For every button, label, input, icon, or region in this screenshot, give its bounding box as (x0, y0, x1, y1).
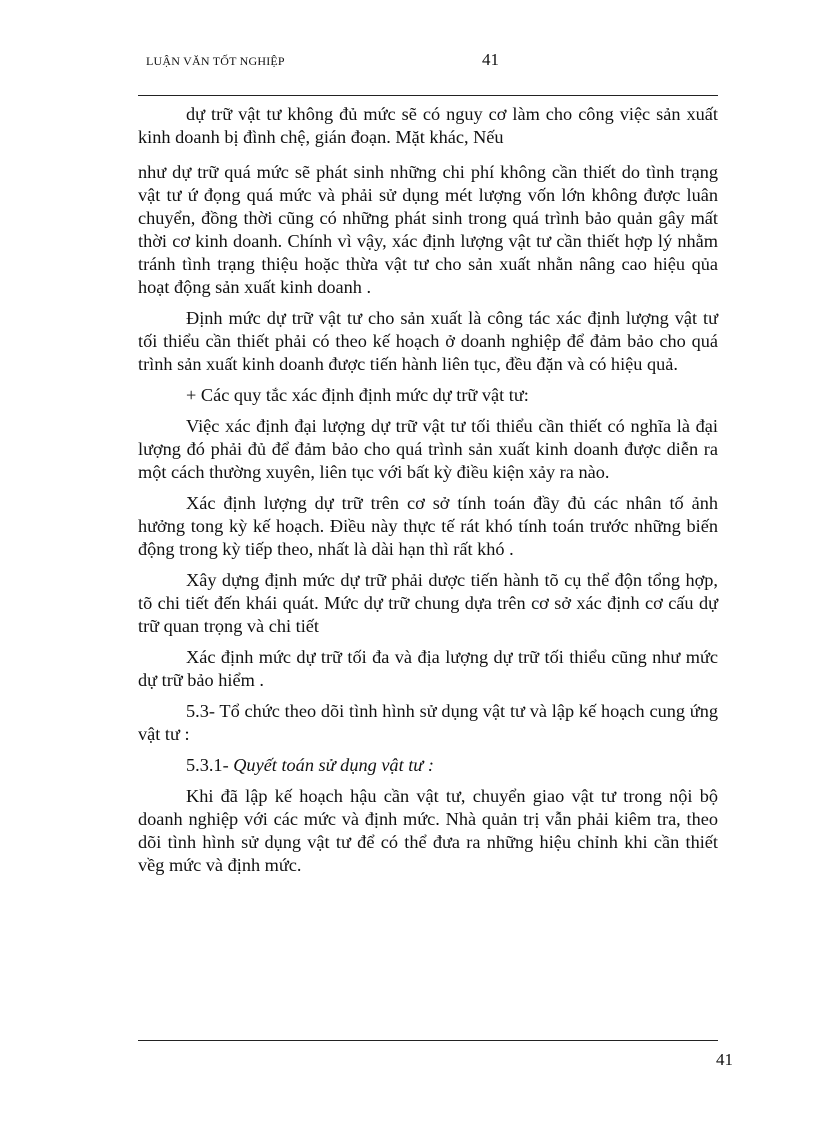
paragraph-10: Khi đã lập kế hoạch hậu cần vật tư, chuyển giao vật tư trong nội bộ doanh nghiệp với các mức và định mức. Nhà quản trị vẫn phải kiêm tra, theo dõi tình hình sử dụng vật tư để có thể đưa ra những hiệu chỉnh khi cần thiết vềg mức và định mức. (138, 786, 718, 875)
subsection-title: Quyết toán sử dụng vật tư : (233, 755, 434, 775)
subsection-number: 5.3.1- (186, 755, 234, 775)
paragraph-5: Xác định lượng dự trữ trên cơ sở tính toán đầy đủ các nhân tố ảnh hưởng tong kỳ kế hoạch. Điều này thực tế rát khó tính toán trước những biến động trong kỳ tiếp theo, nhất là dài hạn thì rất khó . (138, 493, 718, 559)
paragraph-3: + Các quy tắc xác định định mức dự trữ vật tư: (186, 385, 529, 405)
paragraph-1b: như dự trữ quá mức sẽ phát sinh những chi phí không cần thiết do tình trạng vật tư ứ đọng quá mức và phải sử dụng mét lượng vốn lớn không được luân chuyển, đồng thời cũng có những phát sinh trong quá trình bảo quản gây mất thời cơ kinh doanh. Chính vì vậy, xác định lượng vật tư cần thiết hợp lý nhằm tránh tình trạng thiệu hoặc thừa vật tư cho sản xuất nhằn nâng cao hiệu qủa hoạt động sản xuất kinh doanh . (138, 162, 718, 297)
paragraph-1a: dự trữ vật tư không đủ mức sẽ có nguy cơ làm cho công việc sản xuất kinh doanh bị đình chệ, gián đoạn. Mặt khác, Nếu (138, 104, 718, 147)
footer-rule (138, 1040, 718, 1041)
footer-page-number: 41 (716, 1050, 733, 1069)
running-header-title: LUẬN VĂN TỐT NGHIỆP (146, 54, 285, 68)
paragraph-7: Xác định mức dự trữ tối đa và địa lượng dự trữ tối thiểu cũng như mức dự trữ bảo hiểm . (138, 647, 718, 690)
paragraph-4: Việc xác định đại lượng dự trữ vật tư tối thiểu cần thiết có nghĩa là đại lượng đó phải đủ để đảm bảo cho quá trình sản xuất kinh doanh được diễn ra một cách thường xuyên, liên tục với bất kỳ điều kiện xảy ra nào. (138, 416, 718, 482)
subsection-heading-5-3-1 (138, 754, 718, 777)
header-page-number: 41 (482, 50, 499, 69)
page-body (138, 103, 718, 885)
paragraph-6: Xây dựng định mức dự trữ phải dược tiến hành tõ cụ thể độn tổng hợp, tõ chi tiết đến khái quát. Mức dự trữ chung dựa trên cơ sở xác định cơ cấu dự trữ quan trọng và chi tiết (138, 570, 718, 636)
header-rule (138, 95, 718, 96)
section-heading-5-3: 5.3- Tổ chức theo dõi tình hình sử dụng vật tư và lập kế hoạch cung ứng vật tư : (138, 701, 718, 744)
paragraph-2: Định mức dự trữ vật tư cho sản xuất là công tác xác định lượng vật tư tối thiểu cần thiết phải có theo kế hoạch ở doanh nghiệp để đảm bảo cho quá trình sản xuất kinh doanh được tiến hành liên tục, đều đặn và có hiệu quả. (138, 308, 718, 374)
